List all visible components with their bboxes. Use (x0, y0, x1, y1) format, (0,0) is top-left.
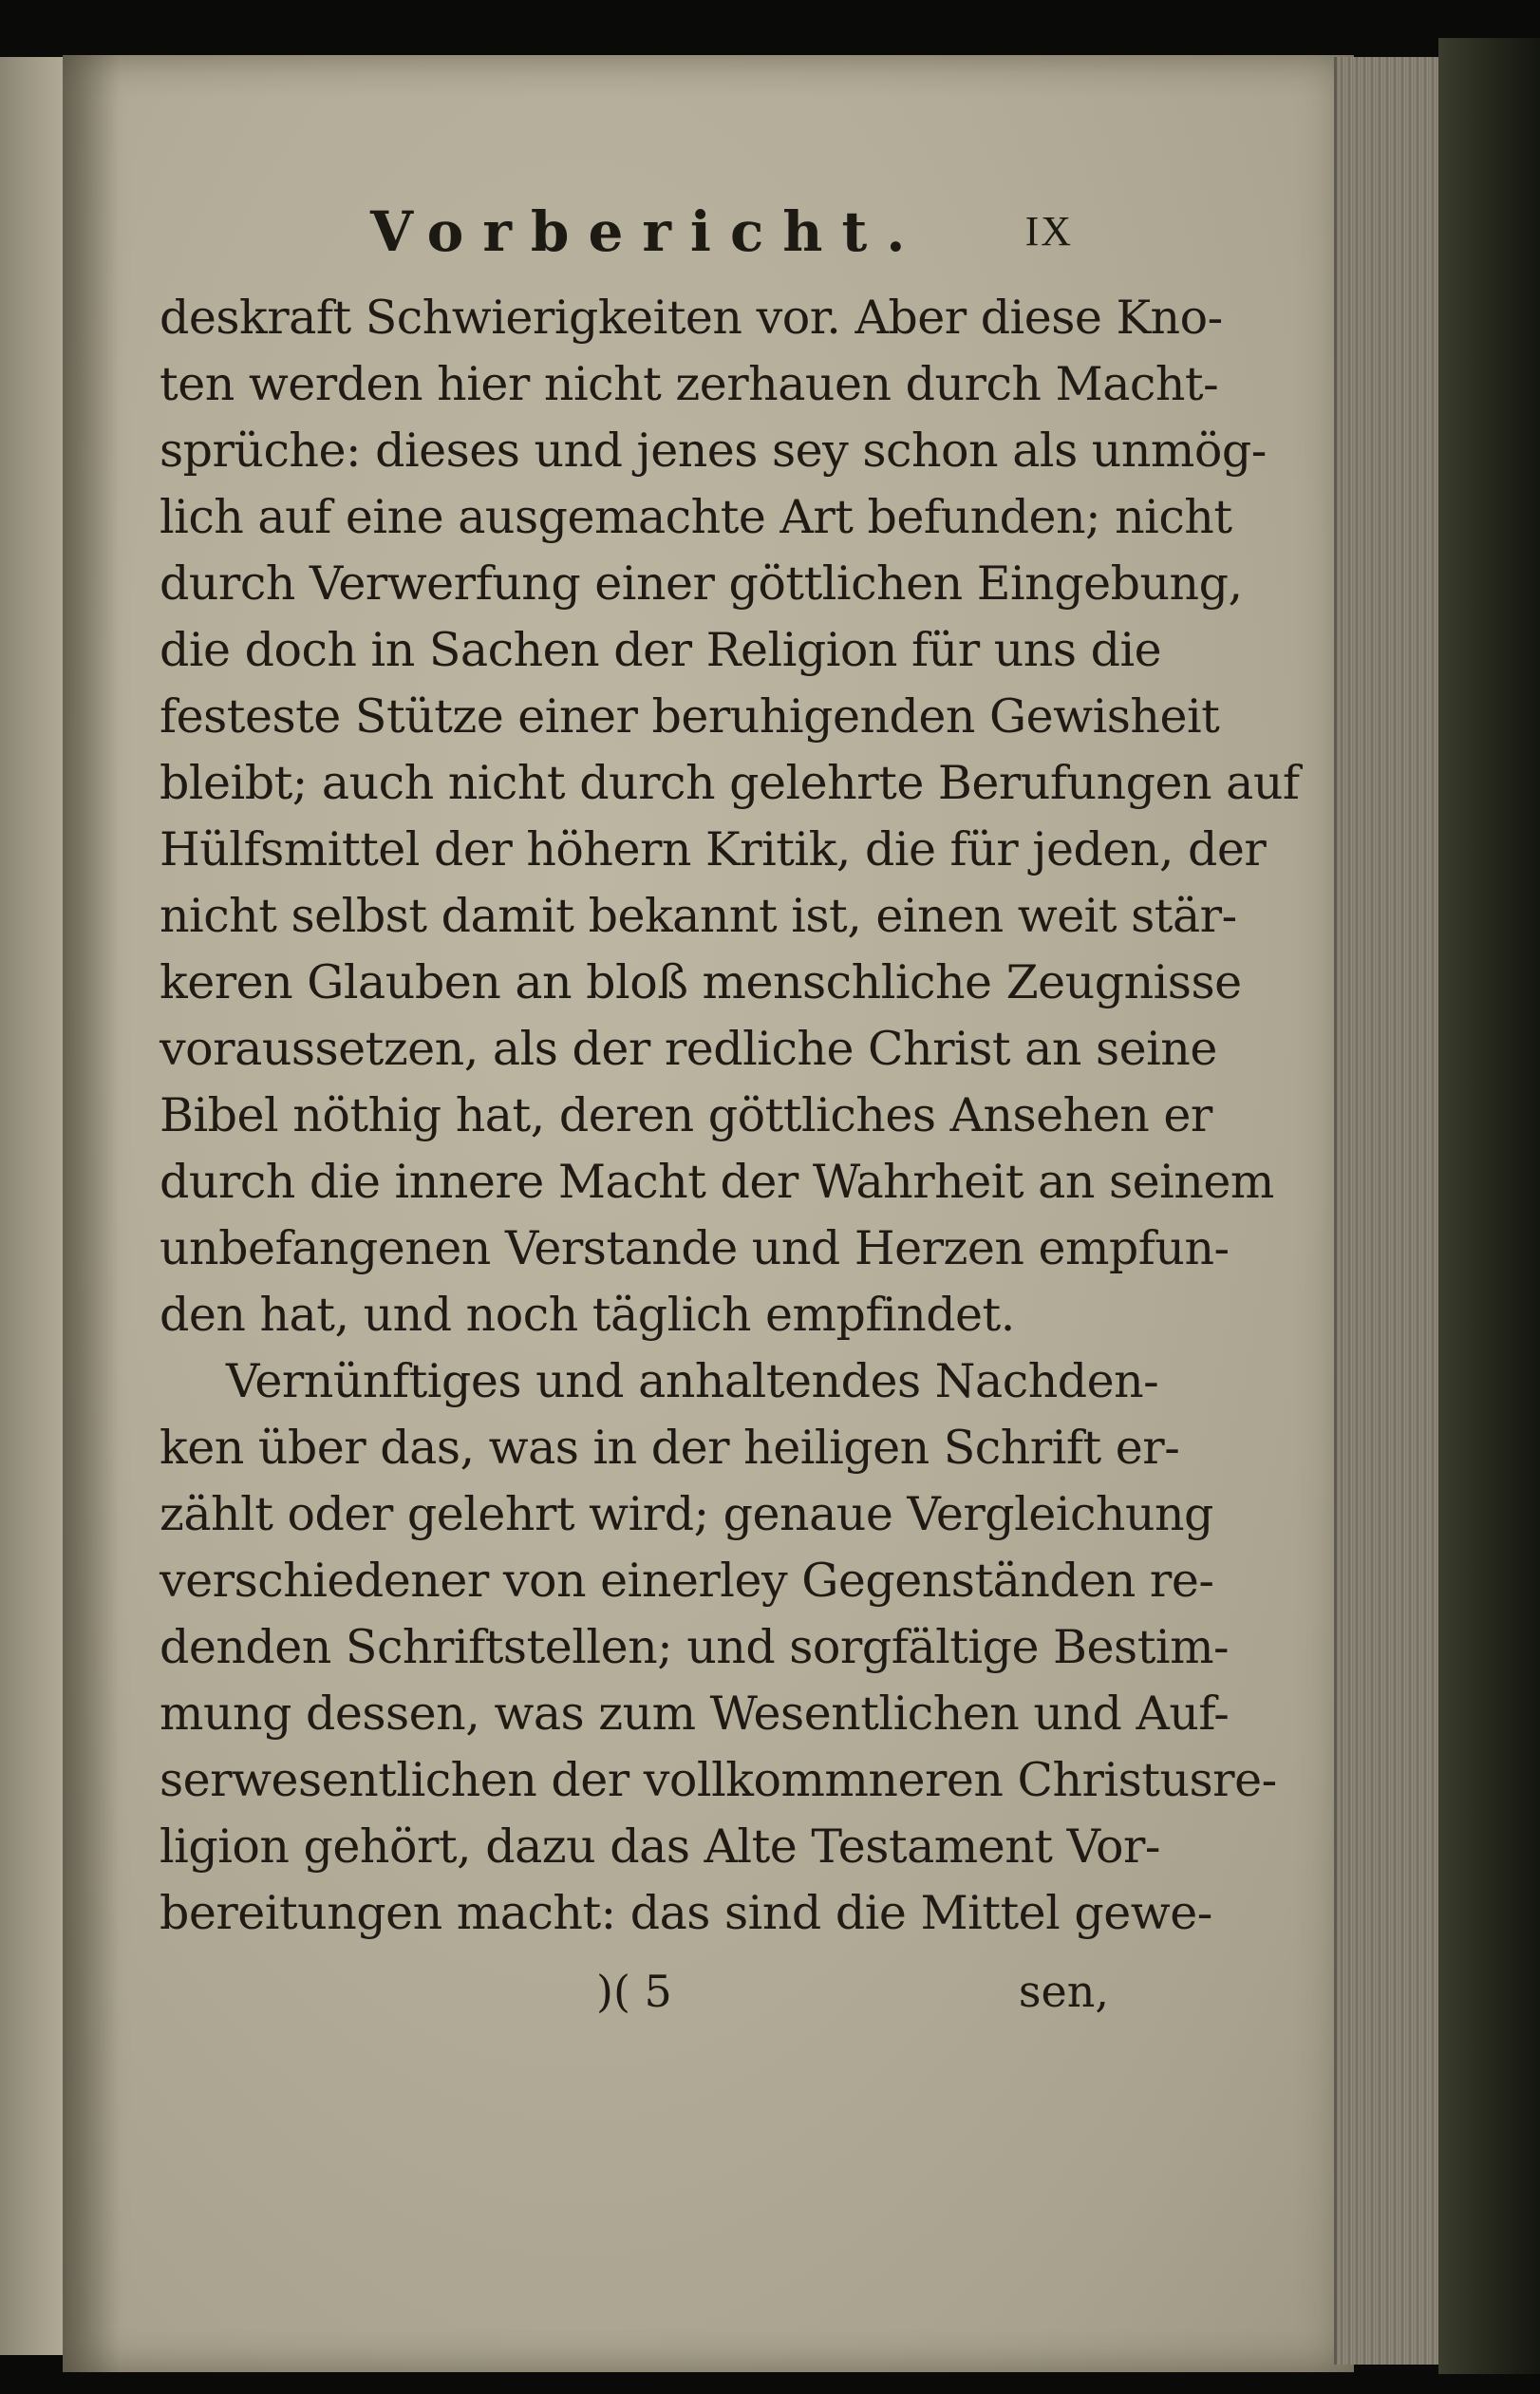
text-line: keren Glauben an bloß menschliche Zeugnisse (160, 955, 1242, 1009)
text-line: ten werden hier nicht zerhauen durch Macht- (160, 357, 1219, 411)
text-line: mung dessen, was zum Wesentlichen und Auf- (160, 1687, 1230, 1741)
text-line: voraussetzen, als der redliche Christ an seine (160, 1022, 1217, 1076)
text-line: Hülfsmittel der höhern Kritik, die für jeden, der (160, 822, 1267, 877)
text-line: durch Verwerfung einer göttlichen Eingebung, (160, 556, 1243, 611)
text-line: ken über das, was in der heiligen Schrift er- (160, 1421, 1180, 1475)
page-footer (160, 1966, 1109, 2032)
left-page-edge (0, 57, 68, 2355)
text-line: bereitungen macht: das sind die Mittel gewe- (160, 1886, 1212, 1940)
text-line: sprüche: dieses und jenes sey schon als unmög- (160, 424, 1267, 478)
text-line: die doch in Sachen der Religion für uns die (160, 623, 1162, 677)
page-header (370, 199, 1111, 266)
book-binding-edge (1438, 38, 1540, 2374)
gutter-shadow (63, 55, 120, 2372)
page-number: IX (1024, 208, 1073, 254)
text-line: serwesentlichen der vollkommneren Christusre- (160, 1753, 1277, 1807)
text-line: verschiedener von einerley Gegenständen re- (160, 1554, 1214, 1608)
paragraph-end-line: den hat, und noch täglich empfindet. (160, 1288, 1015, 1342)
text-line: festeste Stütze einer beruhigenden Gewisheit (160, 689, 1220, 744)
text-line: ligion gehört, dazu das Alte Testament Vor- (160, 1819, 1160, 1874)
text-line: nicht selbst damit bekannt ist, einen weit stär- (160, 889, 1237, 943)
body-text (160, 285, 1300, 1947)
text-line: unbefangenen Verstande und Herzen empfun- (160, 1221, 1230, 1275)
text-line: lich auf eine ausgemachte Art befunden; nicht (160, 490, 1232, 544)
catchword: sen, (1018, 1966, 1109, 2017)
text-line: zählt oder gelehrt wird; genaue Vergleichung (160, 1487, 1213, 1541)
text-line: denden Schriftstellen; und sorgfältige Bestim- (160, 1620, 1230, 1674)
text-line: deskraft Schwierigkeiten vor. Aber diese Kno- (160, 291, 1223, 345)
text-line: durch die innere Macht der Wahrheit an seinem (160, 1155, 1274, 1209)
signature-mark: )( 5 (596, 1966, 672, 2017)
text-line: bleibt; auch nicht durch gelehrte Berufungen auf (160, 756, 1300, 810)
text-line: Bibel nöthig hat, deren göttliches Ansehen er (160, 1088, 1212, 1142)
paragraph-start-line: Vernünftiges und anhaltendes Nachden- (226, 1354, 1159, 1408)
running-head: Vorbericht. (370, 199, 925, 264)
page-fore-edge (1334, 57, 1441, 2365)
